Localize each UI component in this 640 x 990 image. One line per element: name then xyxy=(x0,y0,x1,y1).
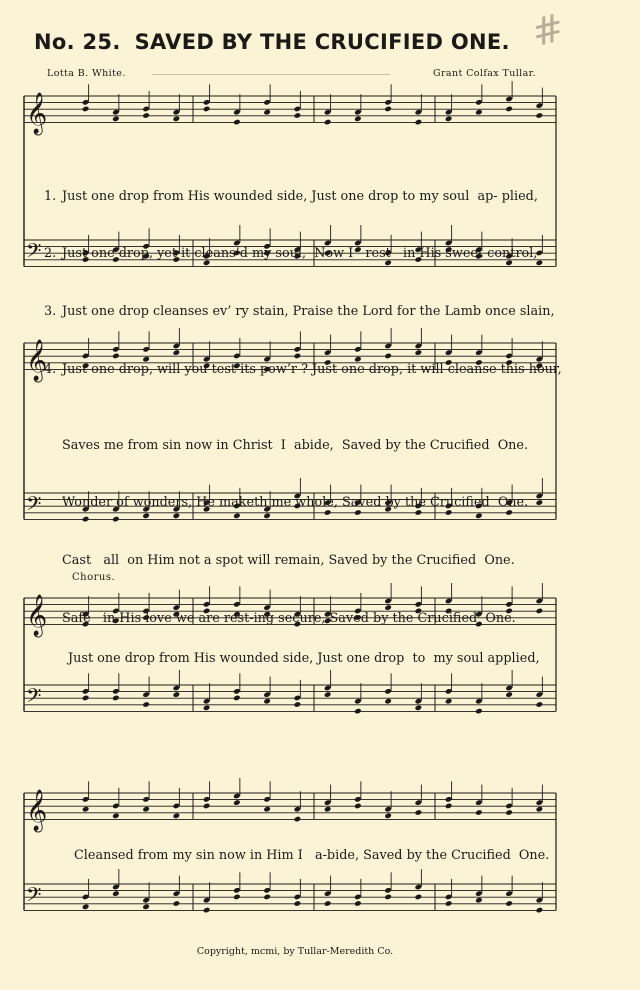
note-head xyxy=(324,119,332,126)
note-head xyxy=(203,907,211,914)
composer-credit: Grant Colfax Tullar. xyxy=(432,68,536,79)
note-head xyxy=(233,799,241,806)
note-head xyxy=(445,900,453,907)
note-head xyxy=(475,809,483,816)
treble-clef: 𝄞 xyxy=(26,790,48,831)
note-head xyxy=(324,691,332,698)
verse-line: 4. Just one drop, will you test its pow’r ? Just one drop, it will cleanse this hour, xyxy=(44,362,562,378)
note-head xyxy=(142,806,150,813)
chorus-line: Just one drop from His wounded side, Just one drop to my soul applied, xyxy=(68,651,540,666)
note-head xyxy=(263,894,271,901)
note-head xyxy=(536,806,544,813)
note-head xyxy=(294,112,302,119)
note-head xyxy=(294,816,302,823)
note-head xyxy=(82,106,90,113)
treble-clef: 𝄞 xyxy=(26,340,48,381)
note-head xyxy=(445,698,453,705)
chorus-label: Chorus. xyxy=(72,572,116,583)
note-head xyxy=(445,116,453,123)
note-head xyxy=(142,701,150,708)
note-head xyxy=(203,106,211,113)
note-head xyxy=(263,109,271,116)
bass-clef: 𝄢 xyxy=(26,492,42,520)
handwritten-mark: # xyxy=(527,4,569,56)
note-head xyxy=(294,701,302,708)
verse-line: 1. Just one drop from His wounded side, Just one drop to my soul ap- plied, xyxy=(44,188,538,204)
bass-clef: 𝄢 xyxy=(26,883,42,911)
note-head xyxy=(233,695,241,702)
note-head xyxy=(173,691,181,698)
note-head xyxy=(82,806,90,813)
note-head xyxy=(263,806,271,813)
note-head xyxy=(142,112,150,119)
bass-clef: 𝄢 xyxy=(26,684,42,712)
chorus-line: Cleansed from my sin now in Him I a-bide, Saved by the Crucified One. xyxy=(74,848,550,863)
note-head xyxy=(505,691,513,698)
note-head xyxy=(415,705,423,712)
note-head xyxy=(505,809,513,816)
lyricist-credit: Lotta B. White. xyxy=(47,68,126,79)
note-head xyxy=(173,116,181,123)
note-head xyxy=(415,119,423,126)
treble-clef: 𝄞 xyxy=(26,595,48,636)
note-head xyxy=(505,900,513,907)
note-head xyxy=(415,894,423,901)
verse-line: Saves me from sin now in Christ I abide, Saved by the Crucified One. xyxy=(62,437,529,453)
verse-line: Cast all on Him not a spot will remain, Saved by the Crucified One. xyxy=(62,553,515,569)
verse-line: Wonder of wonders, He maketh me whole, Saved by the Crucified One. xyxy=(62,495,529,511)
note-head xyxy=(354,803,362,810)
treble-clef: 𝄞 xyxy=(26,93,48,134)
hymn-title: SAVED BY THE CRUCIFIED ONE. xyxy=(134,30,510,54)
note-head xyxy=(475,109,483,116)
note-head xyxy=(233,894,241,901)
note-head xyxy=(112,695,120,702)
verse-lines-second-half xyxy=(62,397,528,648)
note-head xyxy=(354,116,362,123)
verse-line: 2. Just one drop, yet it cleans’d my soul, Now I rest in His sweet control, xyxy=(44,246,538,262)
note-head xyxy=(384,698,392,705)
note-head xyxy=(82,904,90,911)
note-head xyxy=(354,900,362,907)
note-head xyxy=(384,813,392,820)
note-head xyxy=(294,900,302,907)
note-head xyxy=(536,112,544,119)
note-head xyxy=(233,119,241,126)
note-head xyxy=(112,116,120,123)
bass-clef: 𝄢 xyxy=(26,239,42,267)
note-head xyxy=(384,894,392,901)
note-head xyxy=(112,813,120,820)
note-head xyxy=(324,900,332,907)
note-head xyxy=(173,900,181,907)
verse-lines-first-half xyxy=(44,148,562,399)
note-head xyxy=(203,803,211,810)
note-head xyxy=(475,897,483,904)
note-head xyxy=(415,809,423,816)
note-head xyxy=(475,708,483,715)
note-head xyxy=(112,890,120,897)
note-head xyxy=(536,701,544,708)
note-head xyxy=(263,698,271,705)
note-head xyxy=(324,806,332,813)
note-head xyxy=(82,695,90,702)
note-head xyxy=(384,106,392,113)
hymn-number: No. 25. xyxy=(34,30,121,54)
note-head xyxy=(536,907,544,914)
note-head xyxy=(445,803,453,810)
copyright-notice: Copyright, mcmi, by Tullar-Meredith Co. xyxy=(196,946,394,957)
verse-line: Safe in His love we are rest-ing secure, Saved by the Crucified One. xyxy=(62,611,516,627)
note-head xyxy=(536,499,544,506)
note-head xyxy=(354,708,362,715)
note-head xyxy=(173,813,181,820)
note-head xyxy=(536,608,544,615)
note-head xyxy=(142,904,150,911)
note-head xyxy=(203,705,211,712)
verse-line: 3. Just one drop cleanses ev’ ry stain, Praise the Lord for the Lamb once slain, xyxy=(44,304,555,320)
note-head xyxy=(505,106,513,113)
